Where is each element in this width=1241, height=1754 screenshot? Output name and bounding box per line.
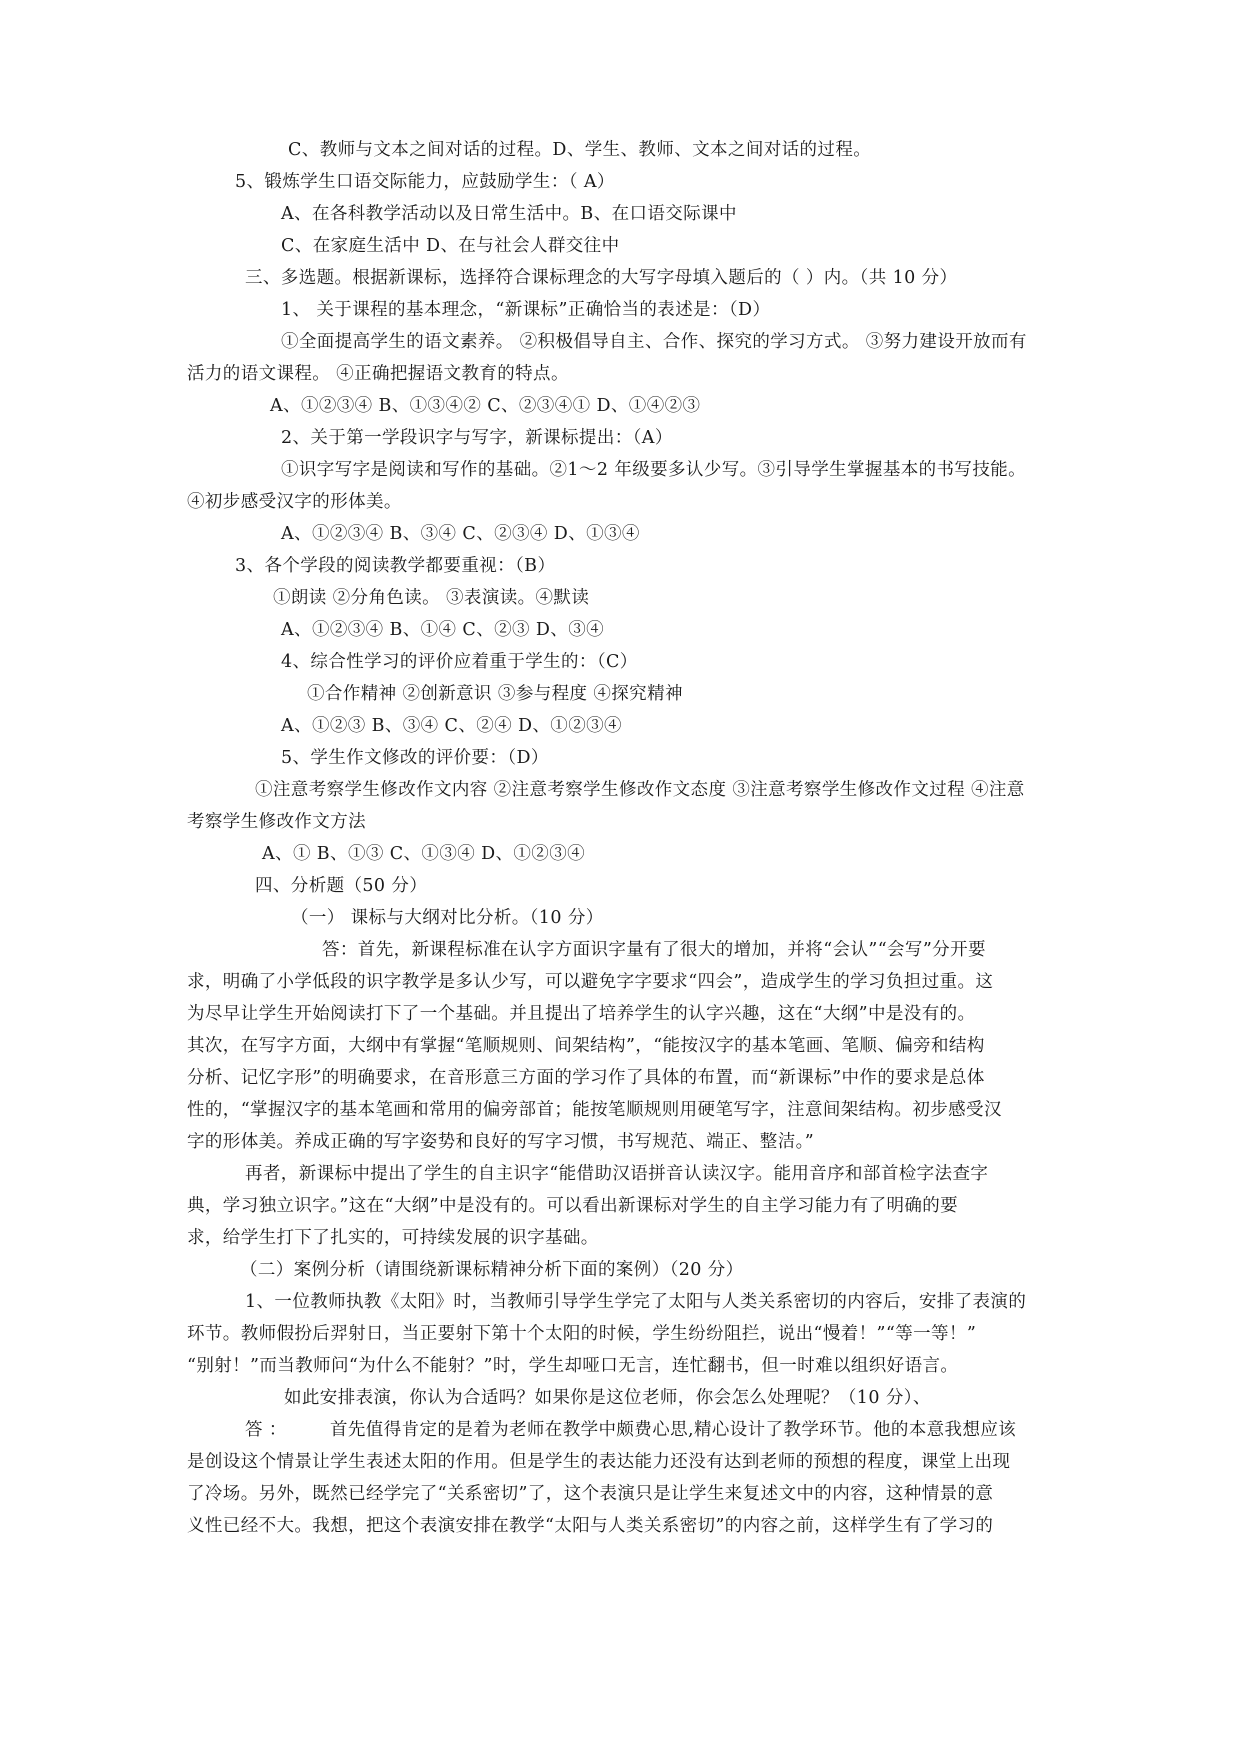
text-line: 典，学习独立识字。”这在“大纲”中是没有的。可以看出新课标对学生的自主学习能力有了明确的要: [187, 1196, 959, 1216]
text-line: “别射！”而当教师问“为什么不能射？”时，学生却哑口无言，连忙翻书，但一时难以组织好语言。: [187, 1356, 959, 1376]
text-line: 字的形体美。养成正确的写字姿势和良好的写字习惯，书写规范、端正、整洁。”: [187, 1132, 815, 1152]
text-line: 如此安排表演，你认为合适吗？如果你是这位老师，你会怎么处理呢？（10 分）、: [284, 1388, 931, 1408]
text-line: 首先值得肯定的是着为老师在教学中颇费心思,精心设计了教学环节。他的本意我想应该: [330, 1420, 1017, 1440]
text-line: 其次，在写字方面，大纲中有掌握“笔顺规则、间架结构”，“能按汉字的基本笔画、笔顺、偏旁和结构: [187, 1036, 985, 1056]
question-line: 1、 关于课程的基本理念，“新课标”正确恰当的表述是：（D）: [281, 300, 771, 320]
answer-label: 答 ：: [245, 1420, 287, 1440]
section-heading: 四、分析题（50 分）: [255, 876, 428, 896]
subsection-heading: （一） 课标与大纲对比分析。（10 分）: [291, 908, 604, 928]
text-line: C、教师与文本之间对话的过程。D、学生、教师、文本之间对话的过程。: [288, 140, 872, 160]
text-line: 环节。教师假扮后羿射日，当正要射下第十个太阳的时候，学生纷纷阻拦，说出“慢着！”“等一等！”: [187, 1324, 977, 1344]
question-line: 2、关于第一学段识字与写字，新课标提出：（A）: [281, 428, 673, 448]
question-line: 3、各个学段的阅读教学都要重视：（B）: [235, 556, 556, 576]
text-line: ①合作精神 ②创新意识 ③参与程度 ④探究精神: [307, 684, 683, 704]
question-line: 5、锻炼学生口语交际能力，应鼓励学生：（ A）: [235, 172, 615, 192]
text-line: ①朗读 ②分角色读。 ③表演读。④默读: [273, 588, 590, 608]
option-line: A、①②③④ B、③④ C、②③④ D、①③④: [281, 524, 640, 544]
text-line: 考察学生修改作文方法: [187, 812, 366, 832]
text-line: ①全面提高学生的语文素养。 ②积极倡导自主、合作、探究的学习方式。 ③努力建设开放而有: [281, 332, 1027, 352]
text-line: 义性已经不大。我想，把这个表演安排在教学“太阳与人类关系密切”的内容之前，这样学生有了学习的: [187, 1516, 994, 1536]
text-line: ①识字写字是阅读和写作的基础。②1～2 年级要多认少写。③引导学生掌握基本的书写技能。: [281, 460, 1027, 480]
text-line: ①注意考察学生修改作文内容 ②注意考察学生修改作文态度 ③注意考察学生修改作文过程 ④注意: [255, 780, 1025, 800]
option-line: A、在各科教学活动以及日常生活中。B、在口语交际课中: [281, 204, 737, 224]
option-line: A、①②③④ B、①③④② C、②③④① D、①④②③: [270, 396, 701, 416]
question-line: 4、综合性学习的评价应着重于学生的：（C）: [281, 652, 638, 672]
text-line: 活力的语文课程。 ④正确把握语文教育的特点。: [187, 364, 569, 384]
text-line: 是创设这个情景让学生表述太阳的作用。但是学生的表达能力还没有达到老师的预想的程度，课堂上出现: [187, 1452, 1011, 1472]
text-line: ④初步感受汉字的形体美。: [187, 492, 402, 512]
subsection-heading: （二）案例分析（请围绕新课标精神分析下面的案例）（20 分）: [240, 1260, 744, 1280]
option-line: A、①②③ B、③④ C、②④ D、①②③④: [281, 716, 622, 736]
text-line: 求，给学生打下了扎实的，可持续发展的识字基础。: [187, 1228, 599, 1248]
question-line: 5、学生作文修改的评价要：（D）: [281, 748, 549, 768]
text-line: 答：首先，新课程标准在认字方面识字量有了很大的增加，并将“会认”“会写”分开要: [322, 940, 986, 960]
text-line: 了冷场。另外，既然已经学完了“关系密切”了，这个表演只是让学生来复述文中的内容，这种情景的意: [187, 1484, 994, 1504]
text-line: 1、一位教师执教《太阳》时，当教师引导学生学完了太阳与人类关系密切的内容后，安排了表演的: [245, 1292, 1027, 1312]
option-line: A、①②③④ B、①④ C、②③ D、③④: [281, 620, 605, 640]
option-line: A、① B、①③ C、①③④ D、①②③④: [262, 844, 586, 864]
text-line: 再者，新课标中提出了学生的自主识字“能借助汉语拼音认读汉字。能用音序和部首检字法查字: [245, 1164, 989, 1184]
text-line: 分析、记忆字形”的明确要求，在音形意三方面的学习作了具体的布置，而“新课标”中作的要求是总体: [187, 1068, 985, 1088]
section-heading: 三、多选题。根据新课标，选择符合课标理念的大写字母填入题后的（ ）内。（共 10 分）: [245, 268, 958, 288]
option-line: C、在家庭生活中 D、在与社会人群交往中: [281, 236, 620, 256]
text-line: 为尽早让学生开始阅读打下了一个基础。并且提出了培养学生的认字兴趣，这在“大纲”中是没有的。: [187, 1004, 976, 1024]
text-line: 求，明确了小学低段的识字教学是多认少写，可以避免字字要求“四会”，造成学生的学习负担过重。这: [187, 972, 994, 992]
text-line: 性的，“掌握汉字的基本笔画和常用的偏旁部首；能按笔顺规则用硬笔写字，注意间架结构。初步感受汉: [187, 1100, 1002, 1120]
